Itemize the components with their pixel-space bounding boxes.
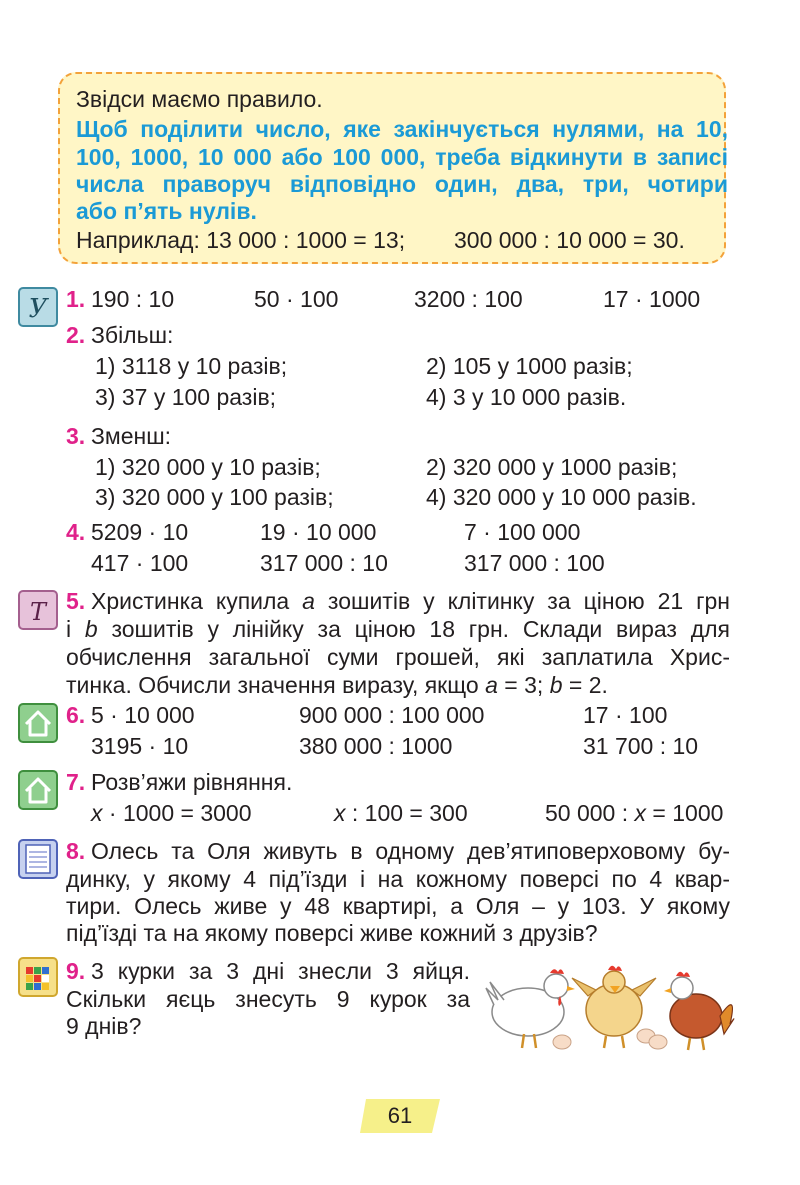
list-item: 3) 37 у 100 разів; <box>95 384 277 410</box>
task-number: 7. <box>66 769 86 795</box>
task-title: Збільш: <box>91 322 174 348</box>
rule-example-2: 300 000 : 10 000 = 30. <box>454 227 685 253</box>
task-number: 2. <box>66 322 86 348</box>
list-item: 4) 3 у 10 000 разів. <box>426 384 627 410</box>
task-text-line: Олесь та Оля живуть в одному дев’ятиповерховому бу- <box>91 838 730 864</box>
task-number: 8. <box>66 838 86 864</box>
task-number: 6. <box>66 702 86 728</box>
rubik-cube-icon <box>18 957 58 997</box>
task-title: Розв’яжи рівняння. <box>91 769 293 795</box>
expression: 17 · 100 <box>583 702 668 728</box>
home-icon <box>18 703 58 743</box>
task-text-line: обчислення загальної суми грошей, які заплатила Хрис- <box>66 644 730 670</box>
svg-text:Т: Т <box>29 598 47 626</box>
expression: 31 700 : 10 <box>583 733 699 759</box>
rule-line: Щоб поділити число, яке закінчується нулями, на 10, <box>76 116 728 142</box>
expression: 3200 : 100 <box>414 286 523 312</box>
rule-line: числа праворуч відповідно один, два, три, чотири <box>76 171 728 197</box>
task-text-line: під’їзді та на якому поверсі живе кожний з друзів? <box>66 920 598 946</box>
task-number: 3. <box>66 423 86 449</box>
expression: 900 000 : 100 000 <box>299 702 485 728</box>
list-item: 3) 320 000 у 100 разів; <box>95 484 334 510</box>
task-text-line: тири. Олесь живе у 48 квартирі, а Оля – у 103. У якому <box>66 893 730 919</box>
textbook-task-icon <box>18 590 58 630</box>
task-text-line: 3 курки за 3 дні знесли 3 яйця. <box>91 958 470 984</box>
expression: 19 · 10 000 <box>260 519 377 545</box>
expression: 190 : 10 <box>91 286 175 312</box>
list-item: 1) 320 000 у 10 разів; <box>95 454 321 480</box>
task-number: 4. <box>66 519 86 545</box>
task-number: 9. <box>66 958 86 984</box>
task-text-line: Скільки яєць знесуть 9 курок за <box>66 986 470 1012</box>
oral-icon <box>18 287 58 327</box>
svg-text:У: У <box>28 294 48 324</box>
page-number: 61 <box>387 1103 413 1128</box>
task-number: 5. <box>66 588 86 614</box>
expression: 3195 · 10 <box>91 733 189 759</box>
rule-intro: Звідси маємо правило. <box>76 86 323 112</box>
task-number: 1. <box>66 286 86 312</box>
list-item: 2) 105 у 1000 разів; <box>426 353 633 379</box>
expression: 317 000 : 10 <box>260 550 388 576</box>
task-text-line: динку, у якому 4 під’їзди і на кожному поверсі по 4 квар- <box>66 866 730 892</box>
expression: 417 · 100 <box>91 550 189 576</box>
expression: 50 · 100 <box>254 286 339 312</box>
notebook-icon <box>18 839 58 879</box>
rule-line: 100, 1000, 10 000 або 100 000, треба відкинути в записі <box>76 144 728 170</box>
hens-illustration <box>484 960 740 1055</box>
expression: 380 000 : 1000 <box>299 733 453 759</box>
task-text-line: Христинка купила a зошитів у клітинку за ціною 21 грн <box>91 588 730 614</box>
task-title: Зменш: <box>91 423 172 449</box>
equation: x · 1000 = 3000 <box>91 800 252 826</box>
expression: 7 · 100 000 <box>464 519 581 545</box>
rule-example: Наприклад: 13 000 : 1000 = 13; <box>76 227 406 253</box>
rule-line: або п’ять нулів. <box>76 198 257 224</box>
task-text-line: і b зошитів у лінійку за ціною 18 грн. Склади вираз для <box>66 616 731 642</box>
task-text-line: 9 днів? <box>66 1013 142 1039</box>
list-item: 1) 3118 у 10 разів; <box>95 353 288 379</box>
expression: 5 · 10 000 <box>91 702 195 728</box>
home-icon <box>18 770 58 810</box>
list-item: 2) 320 000 у 1000 разів; <box>426 454 678 480</box>
list-item: 4) 320 000 у 10 000 разів. <box>426 484 697 510</box>
equation: x : 100 = 300 <box>334 800 468 826</box>
task-text-line: тинка. Обчисли значення виразу, якщо a = 3; b = 2. <box>66 672 608 698</box>
equation: 50 000 : x = 1000 <box>545 800 724 826</box>
expression: 317 000 : 100 <box>464 550 605 576</box>
expression: 5209 · 10 <box>91 519 189 545</box>
expression: 17 · 1000 <box>603 286 701 312</box>
